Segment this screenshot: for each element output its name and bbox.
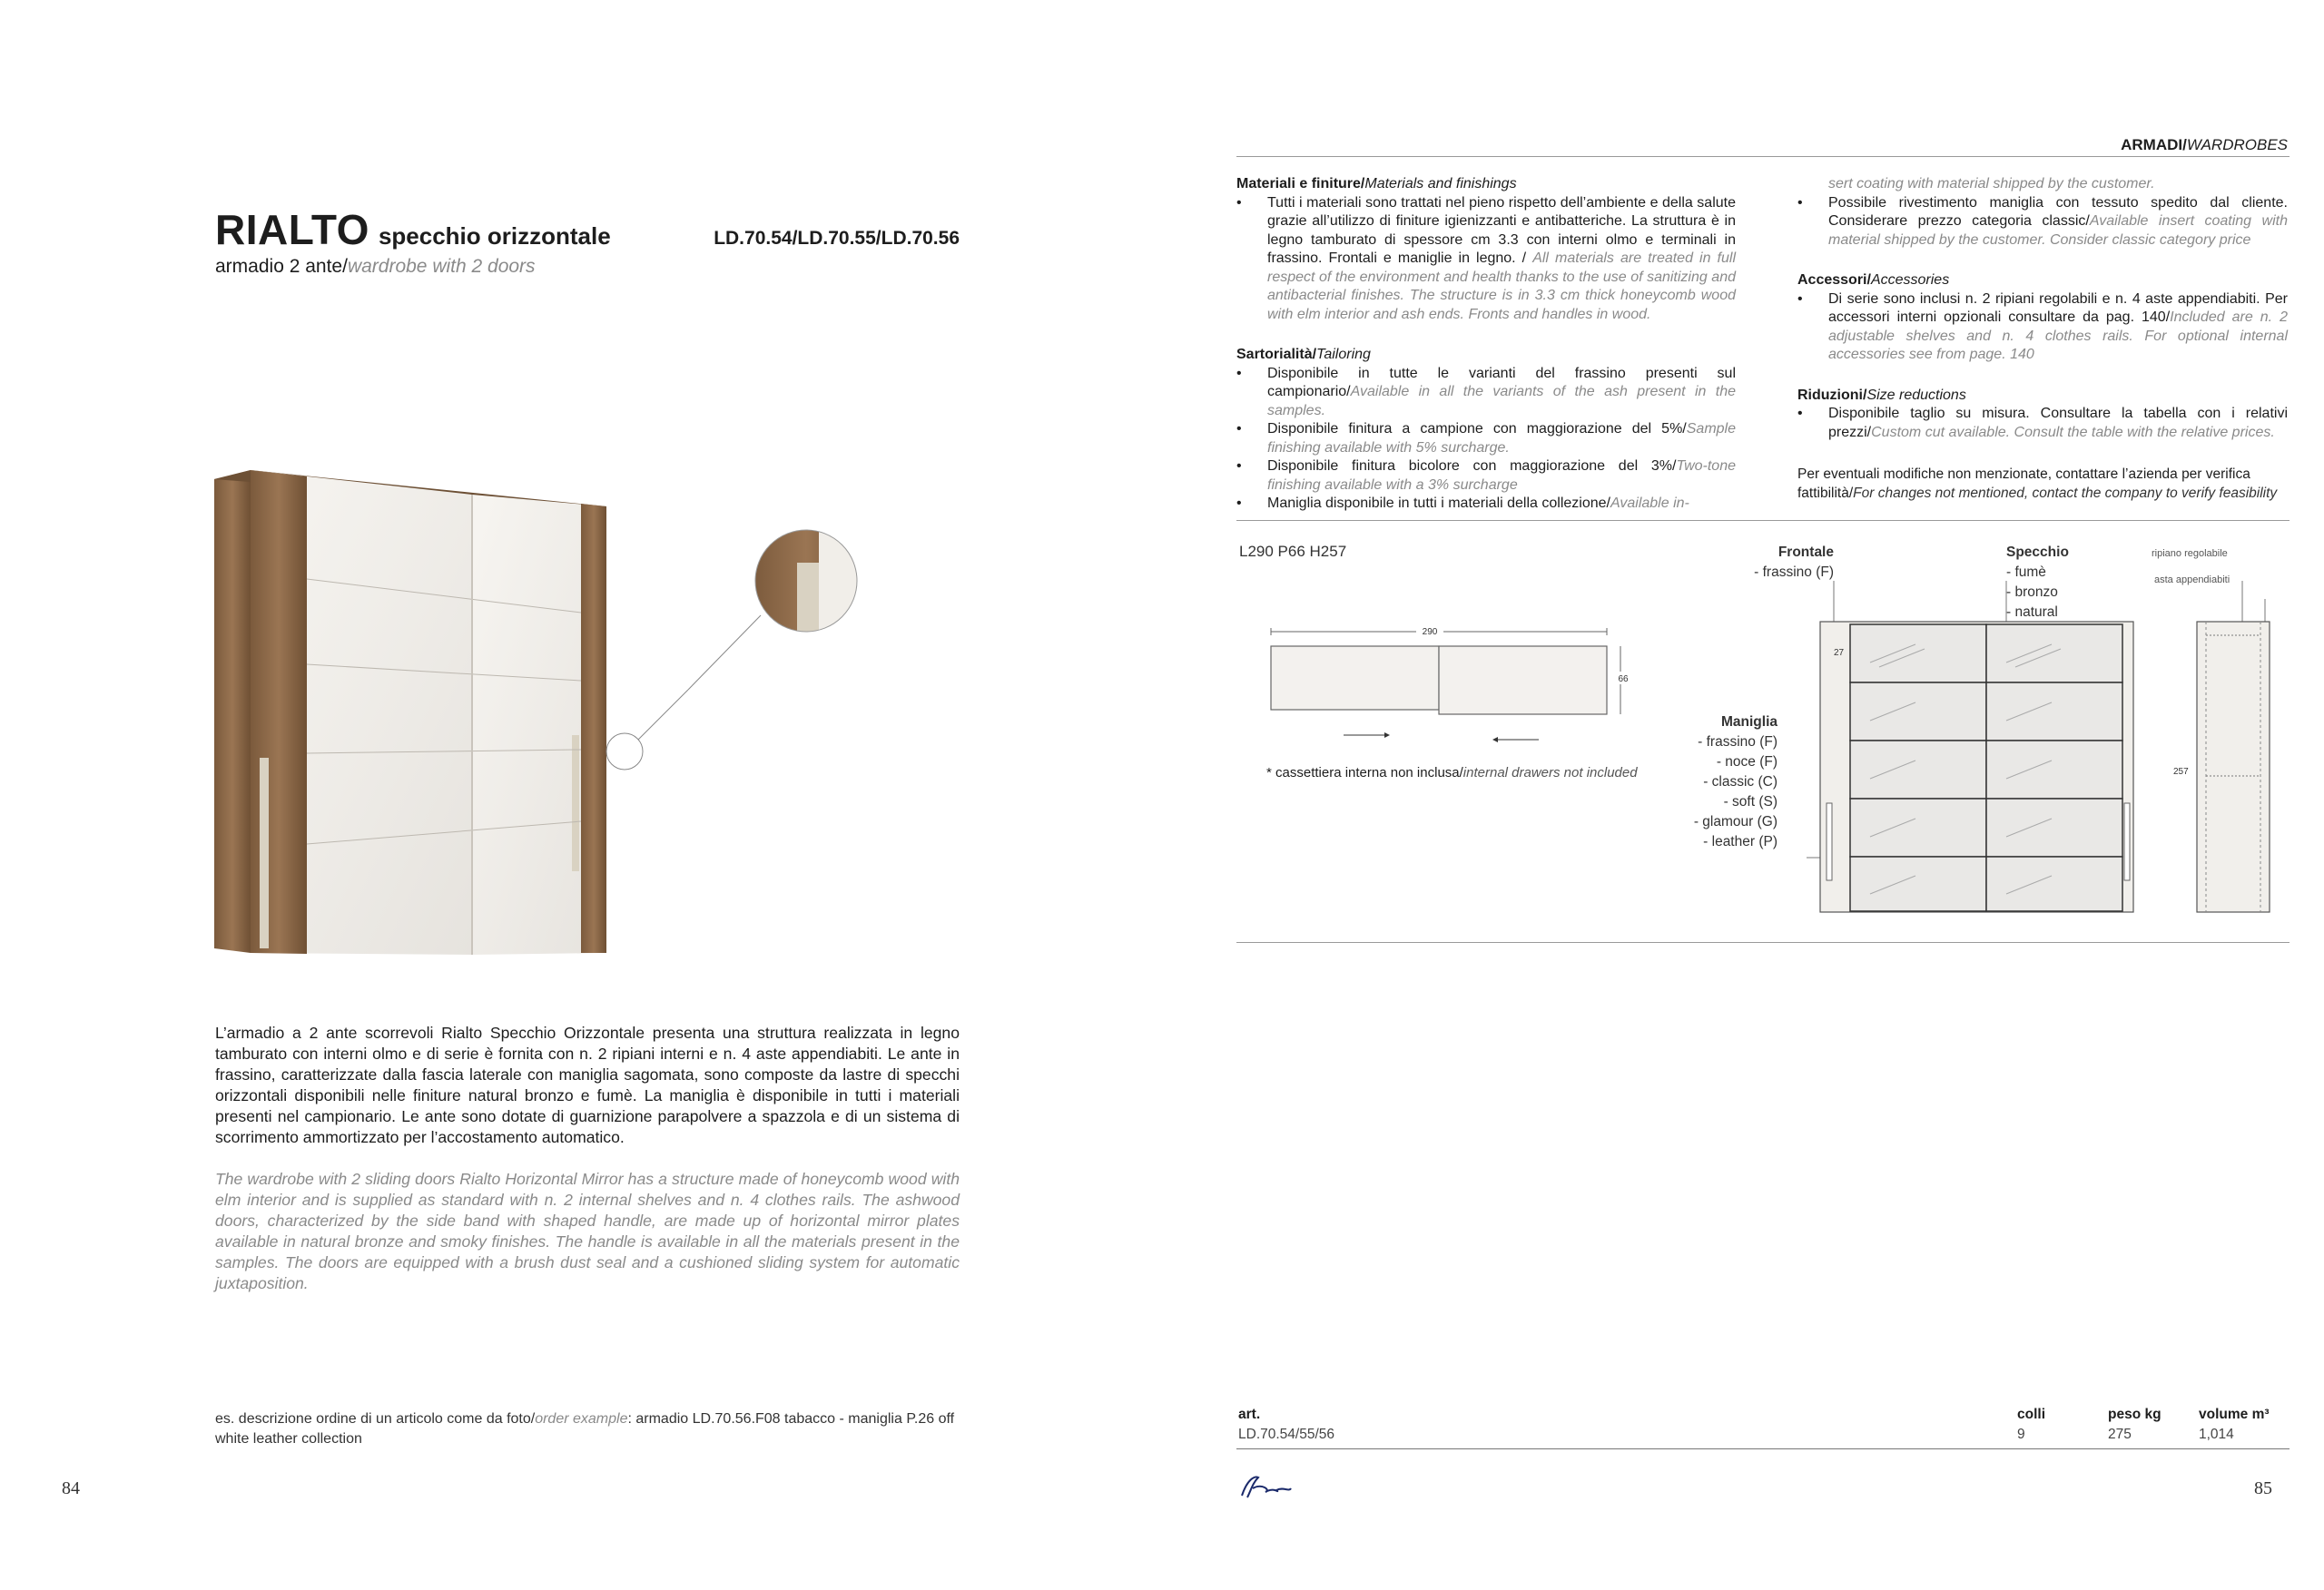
dim-27-label: 27: [1834, 648, 1845, 658]
subtitle-en: wardrobe with 2 doors: [347, 256, 536, 277]
header-peso: peso kg: [2108, 1407, 2162, 1422]
accessories-section: [1797, 271, 2288, 365]
right-handle: [572, 735, 579, 871]
materials-item: • Tutti i materiali sono trattati nel pieno rispetto dell’ambiente e della salute grazie all’utilizzo di finiture igienizzanti e antibatteriche. La struttura è in legno tamburato di spessore cm 3.3 con interni olmo e terminali in frassino. Frontali e maniglie in legno. / All materials are treated in full respect of the environment and health thanks to the use of sanitizing and antibacterial finishes. The structure is in 3.3 cm thick honeycomb wood with elm interior and ash ends. Fronts and handles in wood.: [1236, 194, 1736, 325]
tailoring-section: [1236, 346, 1736, 514]
left-door-wood-band: [251, 470, 307, 954]
feasibility-note: Per eventuali modifiche non menzionate, contattare l’azienda per verifica fattibilità/For changes not mentioned, contact the company to verify feasibility: [1797, 466, 2278, 501]
table-header: [1236, 1407, 2290, 1427]
rail-label: asta appendiabiti: [2154, 574, 2230, 585]
materials-heading: Materiali e finiture/Materials and finishings: [1236, 176, 1517, 191]
divider-lower: [1236, 942, 2290, 943]
spec-column-1: [1236, 175, 1736, 535]
materials-section: [1236, 175, 1736, 324]
brand-logo: [1235, 1470, 1298, 1503]
page-number-right: 85: [2254, 1478, 2272, 1498]
right-door-wood-band: [581, 504, 606, 953]
title-row: [215, 205, 960, 254]
product-variant: specchio orizzontale: [378, 222, 611, 250]
dimensions-label: L290 P66 H257: [1239, 543, 1347, 560]
product-table: [1236, 1407, 2290, 1447]
plan-note: * cassettiera interna non inclusa/internal drawers not included: [1266, 765, 1638, 780]
plan-depth-label: 66: [1618, 674, 1629, 684]
dim-257-label: 257: [2173, 767, 2189, 777]
description-english: The wardrobe with 2 sliding doors Rialto Horizontal Mirror has a structure made of honeycomb wood with elm interior and is supplied as standard with n. 2 internal shelves and n. 4 clothes rails. The ashwood doors, characterized by the side band with shaped handle, are made up of horizontal mirror plates available in natural bronze and smoky finishes. The handle is available in all the materials present in the samples. The doors are equipped with a brush dust seal and a cushioned sliding system for automatic juxtaposition.: [215, 1170, 960, 1292]
section-en: WARDROBES: [2186, 136, 2288, 153]
accessories-item: • Di serie sono inclusi n. 2 ripiani regolabili e n. 4 aste appendiabiti. Per accessori interni opzionali consultare da pag. 140/Included are n. 2 adjustable shelves and n. 4 clothes rails. For optional internal accessories see from page. 140: [1797, 290, 2288, 365]
product-name: RIALTO: [215, 206, 369, 253]
divider-middle: [1236, 520, 2290, 521]
product-subtitle: [215, 256, 960, 278]
tailoring-item: • Disponibile finitura bicolore con maggiorazione del 3%/Two-tone finishing available with a 3% surcharge: [1236, 457, 1736, 495]
section-it: ARMADI/: [2121, 136, 2187, 153]
product-codes: LD.70.54/LD.70.55/LD.70.56: [714, 228, 960, 249]
shelf-label: ripiano regolabile: [2152, 548, 2228, 559]
specchio-options: Specchio - fumè - bronzo - natural: [2006, 545, 2069, 620]
cell-peso: 275: [2108, 1427, 2132, 1442]
frontale-options: Frontale - frassino (F): [1754, 545, 1834, 580]
tailoring-item: • Disponibile finitura a campione con maggiorazione del 5%/Sample finishing available with 5% surcharge.: [1236, 420, 1736, 457]
detail-zoom: [752, 526, 864, 644]
front-elevation-drawing: [1807, 581, 2297, 935]
order-label-en: order example: [535, 1411, 628, 1427]
cell-colli: 9: [2017, 1427, 2025, 1442]
description-italian: L’armadio a 2 ante scorrevoli Rialto Specchio Orizzontale presenta una struttura realizzata in legno tamburato con interni olmo e di serie è fornita con n. 2 ripiani interni e n. 4 aste appendiabiti. Le ante in frassino, caratterizzate dalla fascia laterale con maniglia sagomata, sono composte da lastre di specchi orizzontali disponibili nelle finiture natural bronzo e fumè. La maniglia è disponibile in tutti i materiali presenti nel campionario. Le ante sono dotate di guarnizione parapolvere a spazzola e di un sistema di scorrimento ammortizzato per l’accostamento automatico.: [215, 1024, 960, 1146]
header-colli: colli: [2017, 1407, 2046, 1422]
table-row: [1236, 1427, 2290, 1447]
handle-item: • Possibile rivestimento maniglia con tessuto spedito dal cliente. Considerare prezzo categoria classic/Available insert coating with material shipped by the customer. Consider classic category price: [1797, 194, 2288, 250]
subtitle-it: armadio 2 ante/: [215, 256, 348, 277]
plan-width-label: 290: [1422, 627, 1438, 637]
cell-volume: 1,014: [2199, 1427, 2234, 1442]
section-label: [1979, 136, 2288, 154]
maniglia-options: Maniglia - frassino (F) - noce (F) - classic (C) - soft (S) - glamour (G) - leather (P): [1693, 714, 1777, 849]
divider-top: [1236, 156, 2290, 157]
tailoring-heading: Sartorialità/Tailoring: [1236, 347, 1371, 362]
product-title-block: [215, 205, 960, 278]
size-reductions-item: • Disponibile taglio su misura. Consultare la tabella con i relativi prezzi/Custom cut available. Consult the table with the relative prices.: [1797, 405, 2288, 442]
side-panel: [214, 470, 251, 953]
order-prefix: es. descrizione ordine di un articolo come da foto/: [215, 1411, 536, 1427]
wardrobe-photo: [207, 463, 883, 957]
tailoring-item: • Maniglia disponibile in tutti i materiali della collezione/Available in-: [1236, 495, 1736, 514]
size-reductions-heading: Riduzioni/Size reductions: [1797, 387, 1966, 403]
accessories-heading: Accessori/Accessories: [1797, 272, 1950, 288]
left-handle: [260, 758, 269, 948]
header-art: art.: [1238, 1407, 1261, 1422]
order-text: : armadio LD.70.56.F08 tabacco - maniglia P.26 off white leather collection: [215, 1411, 955, 1447]
page-number-left: 84: [62, 1478, 80, 1498]
handle-section: [1797, 175, 2288, 250]
tailoring-item: • Disponibile in tutte le varianti del frassino presenti sul campionario/Available in all the variants of the ash present in the samples.: [1236, 365, 1736, 421]
plan-drawing: [1262, 617, 1643, 753]
order-example: [215, 1409, 960, 1449]
table-divider: [1236, 1448, 2290, 1449]
header-volume: volume m³: [2199, 1407, 2270, 1422]
size-reductions-section: [1797, 387, 2288, 443]
cell-art: LD.70.54/55/56: [1238, 1427, 1335, 1442]
handle-continuation: sert coating with material shipped by the customer.: [1828, 176, 2155, 191]
spec-column-2: [1797, 175, 2288, 503]
